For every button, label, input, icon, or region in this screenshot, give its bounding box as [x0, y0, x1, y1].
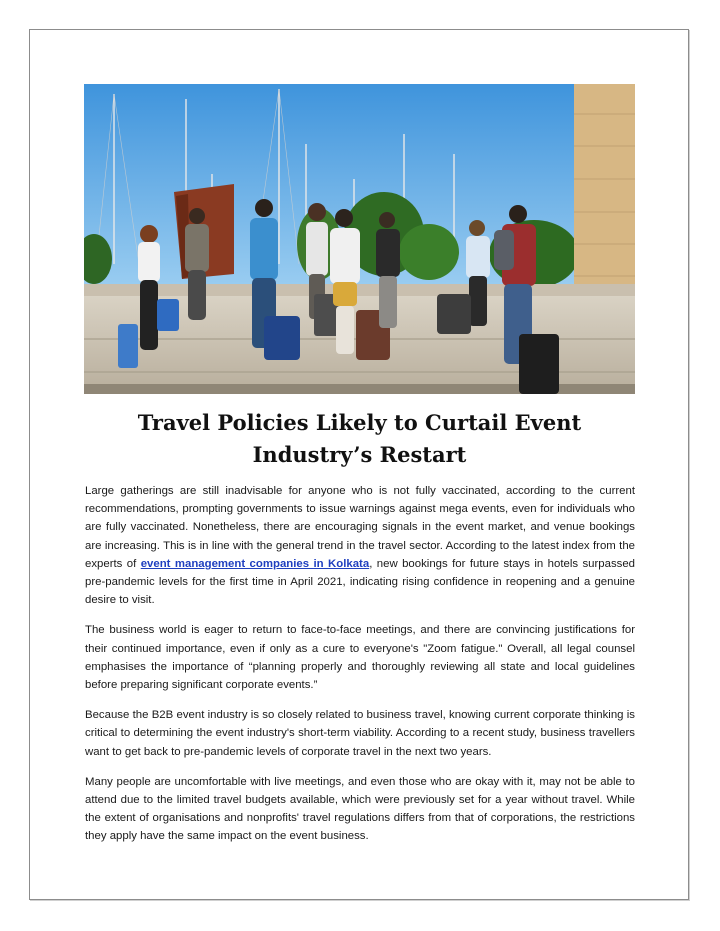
paragraph: The business world is eager to return to face-to-face meetings, and there are convincing justifications for their continued importance, even if only as a cure to everyone's "Zoom fatigue." Overall, all legal counsel emphasises the importance of “planning properly and thoroughly reviewing all state and local guidelines before preparing significant corporate events.”	[85, 624, 635, 692]
paragraph: Many people are uncomfortable with live meetings, and even those who are okay with it, may not be able to attend due to the limited travel budgets available, which were previously set for a year without travel. While the extent of organisations and nonprofits' travel regulations differs from that of corporations, the restrictions they apply have the same impact on the event business.	[85, 775, 635, 843]
paragraph-text: Large gatherings are still inadvisable for anyone who is not fully vaccinated, according to the current recommendations, prompting governments to issue warnings against mega events, even for individuals who are fully vaccinated. Nonetheless, there are encouraging signals in the event market, and venue bookings are increasing. This is in line with the general trend in the travel sector. According to the latest index from the experts of	[85, 485, 635, 570]
hero-image	[84, 84, 635, 394]
paragraph: Because the B2B event industry is so closely related to business travel, knowing current corporate thinking is critical to determining the event industry's short-term viability. According to a recent study, business travellers want to get back to pre-pandemic levels of corporate travel in the next two years.	[85, 709, 635, 758]
article-body	[85, 482, 635, 858]
page-title: Travel Policies Likely to Curtail Event Industry’s Restart	[137, 410, 582, 467]
paragraph-text: , new bookings for future stays in hotels surpassed pre-pandemic levels for the first time in April 2021, indicating rising confidence in reopening and a genuine desire to visit.	[85, 557, 636, 607]
paragraph	[85, 482, 635, 609]
event-management-link[interactable]: event management companies in Kolkata	[140, 557, 370, 570]
